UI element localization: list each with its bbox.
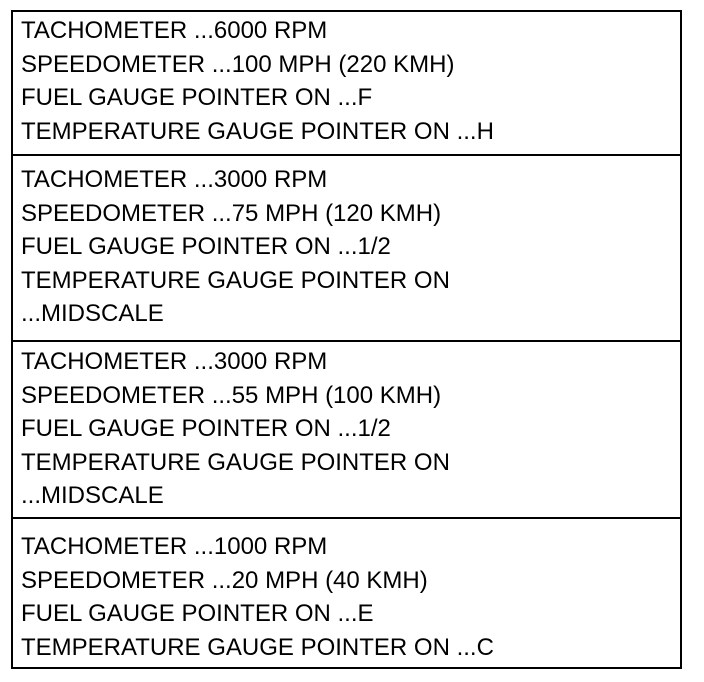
temperature-gauge-reading: TEMPERATURE GAUGE POINTER ON ...C <box>21 633 494 661</box>
temperature-gauge-reading: TEMPERATURE GAUGE POINTER ON <box>21 266 450 294</box>
fuel-gauge-reading: FUEL GAUGE POINTER ON ...1/2 <box>21 233 391 260</box>
tachometer-reading: TACHOMETER ...3000 RPM <box>21 166 328 193</box>
speedometer-reading: SPEEDOMETER ...100 MPH (220 KMH) <box>21 50 455 78</box>
fuel-gauge-reading: FUEL GAUGE POINTER ON ...E <box>21 600 374 627</box>
speedometer-reading: SPEEDOMETER ...75 MPH (120 KMH) <box>21 199 442 227</box>
speedometer-reading: SPEEDOMETER ...20 MPH (40 KMH) <box>21 566 428 594</box>
tachometer-reading: TACHOMETER ...6000 RPM <box>21 17 328 44</box>
table-row <box>13 518 680 669</box>
table-row <box>13 12 680 156</box>
fuel-gauge-reading: FUEL GAUGE POINTER ON ...F <box>21 84 373 111</box>
temperature-gauge-reading-continued: ...MIDSCALE <box>21 482 164 509</box>
table-row <box>13 341 680 518</box>
gauge-readings-table <box>11 10 682 669</box>
tachometer-reading: TACHOMETER ...3000 RPM <box>21 348 328 375</box>
temperature-gauge-reading: TEMPERATURE GAUGE POINTER ON <box>21 448 450 476</box>
fuel-gauge-reading: FUEL GAUGE POINTER ON ...1/2 <box>21 415 391 442</box>
temperature-gauge-reading-continued: ...MIDSCALE <box>21 300 164 327</box>
temperature-gauge-reading: TEMPERATURE GAUGE POINTER ON ...H <box>21 117 494 145</box>
tachometer-reading: TACHOMETER ...1000 RPM <box>21 533 328 560</box>
speedometer-reading: SPEEDOMETER ...55 MPH (100 KMH) <box>21 381 442 409</box>
table-row <box>13 156 680 341</box>
